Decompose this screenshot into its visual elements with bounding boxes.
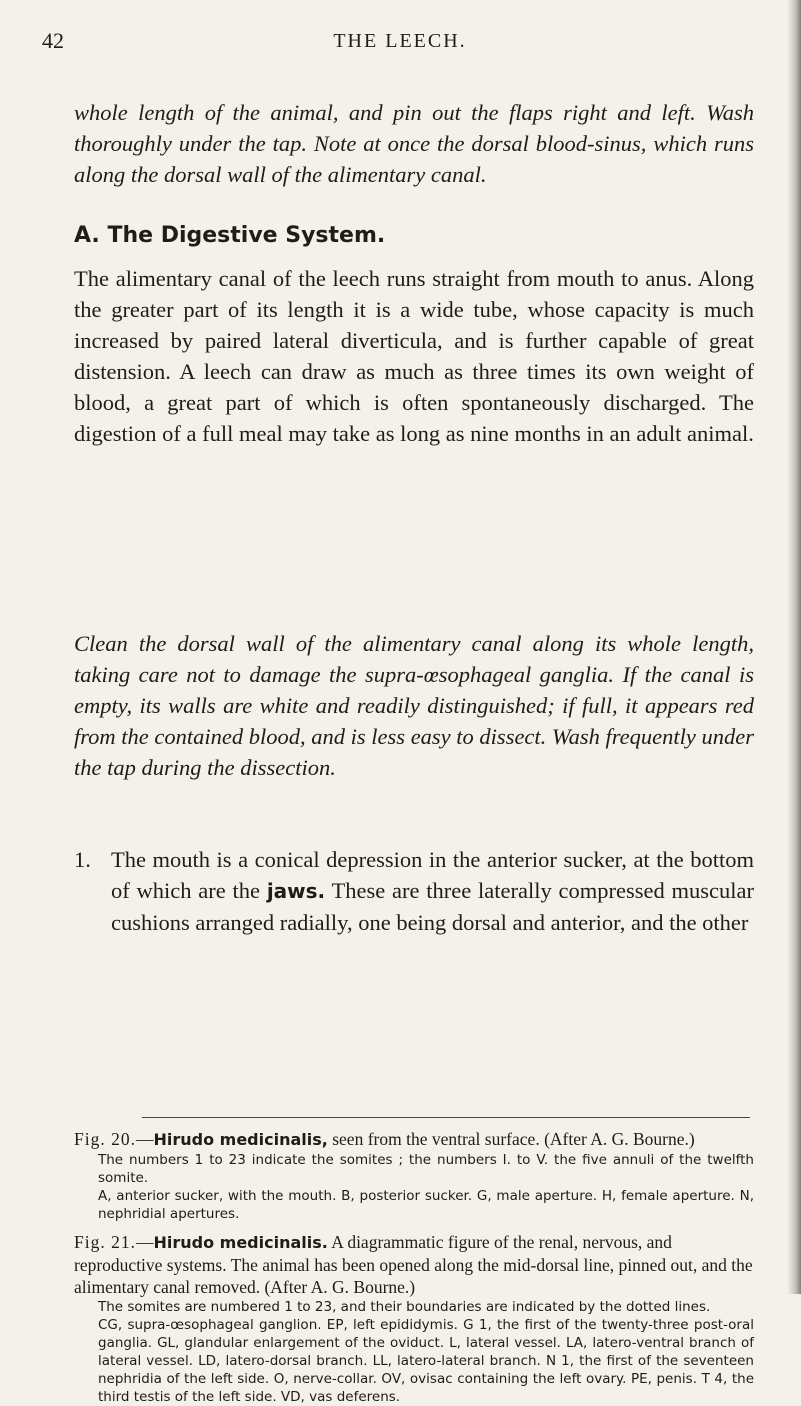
fig20-note-2: A, anterior sucker, with the mouth. B, posterior sucker. G, male aperture. H, female aperture. N, nephridial apertures.	[98, 1188, 754, 1222]
section-heading: A. The Digestive System.	[74, 223, 386, 248]
item-text	[111, 844, 754, 938]
footnote-divider	[142, 1117, 750, 1118]
paragraph-cleaning-instructions: Clean the dorsal wall of the alimentary canal along its whole length, taking care not to damage the supra-œsophageal ganglia. If the canal is empty, its walls are white and readily distinguished; if full, it appears red from the contained blood, and is less easy to dissect. Wash frequently under the tap during the dissection.	[74, 631, 754, 780]
fig21-note-1: The somites are numbered 1 to 23, and their boundaries are indicated by the dotted lines.	[98, 1299, 711, 1315]
fig21-title: Hirudo medicinalis.	[153, 1233, 328, 1252]
fig20-main: Fig. 20.—Hirudo medicinalis, seen from the ventral surface. (After A. G. Bourne.)	[74, 1129, 695, 1149]
page-edge-shadow	[787, 0, 801, 1294]
fig20-caption-text: seen from the ventral surface. (After A. G. Bourne.)	[332, 1129, 695, 1149]
fig21-caption-text: A diagrammatic figure of the renal, nervous, and reproductive systems. The animal has been opened along the mid-dorsal line, pinned out, and the alimentary canal removed. (After A. G. Bourne.)	[74, 1232, 753, 1297]
fig21-note-2: CG, supra-œsophageal ganglion. EP, left epididymis. G 1, the first of the twenty-three post-oral ganglia. GL, glandular enlargement of the oviduct. L, lateral vessel. LA, latero-ventral branch of lateral vessel. LD, latero-dorsal branch. LL, latero-lateral branch. N 1, the first of the seventeen nephridia of the left side. O, nerve-collar. OV, ovisac containing the left ovary. PE, penis. T 4, the third testis of the left side. VD, vas deferens.	[98, 1317, 754, 1405]
item-number: 1.	[74, 847, 91, 872]
fig21-main: Fig. 21.—Hirudo medicinalis. A diagrammatic figure of the renal, nervous, and reproductive systems. The animal has been opened along the mid-dorsal line, pinned out, and the alimentary canal removed. (After A. G. Bourne.)	[74, 1232, 753, 1297]
fig20-note-1: The numbers 1 to 23 indicate the somites ; the numbers I. to V. the five annuli of the twelfth somite.	[98, 1152, 754, 1186]
figure-21-caption	[74, 1231, 754, 1406]
fig20-title: Hirudo medicinalis,	[153, 1130, 328, 1149]
item-text-before: The mouth is a conical depression in the anterior sucker, at the bottom of which are the	[111, 847, 754, 903]
fig21-label: Fig. 21.	[74, 1232, 136, 1252]
running-title: THE LEECH.	[333, 30, 467, 52]
paragraph-alimentary-canal: The alimentary canal of the leech runs straight from mouth to anus. Along the greater part of its length it is a wide tube, whose capacity is much increased by paired lateral diverticula, and is further capable of great distension. A leech can draw as much as three times its own weight of blood, a great part of which is often spontaneously discharged. The digestion of a full meal may take as long as nine months in an adult animal.	[74, 266, 754, 446]
page-number: 42	[42, 28, 64, 53]
page-header	[30, 28, 770, 58]
item-bold-term: jaws.	[266, 879, 326, 903]
fig20-label: Fig. 20.	[74, 1129, 136, 1149]
figure-20-caption	[74, 1128, 754, 1223]
item-text-after: These are three laterally compressed muscular cushions arranged radially, one being dorsal and anterior, and the other	[111, 878, 754, 935]
paragraph-dissection-instructions: whole length of the animal, and pin out the flaps right and left. Wash thoroughly under the tap. Note at once the dorsal blood-sinus, which runs along the dorsal wall of the alimentary canal.	[74, 100, 754, 187]
